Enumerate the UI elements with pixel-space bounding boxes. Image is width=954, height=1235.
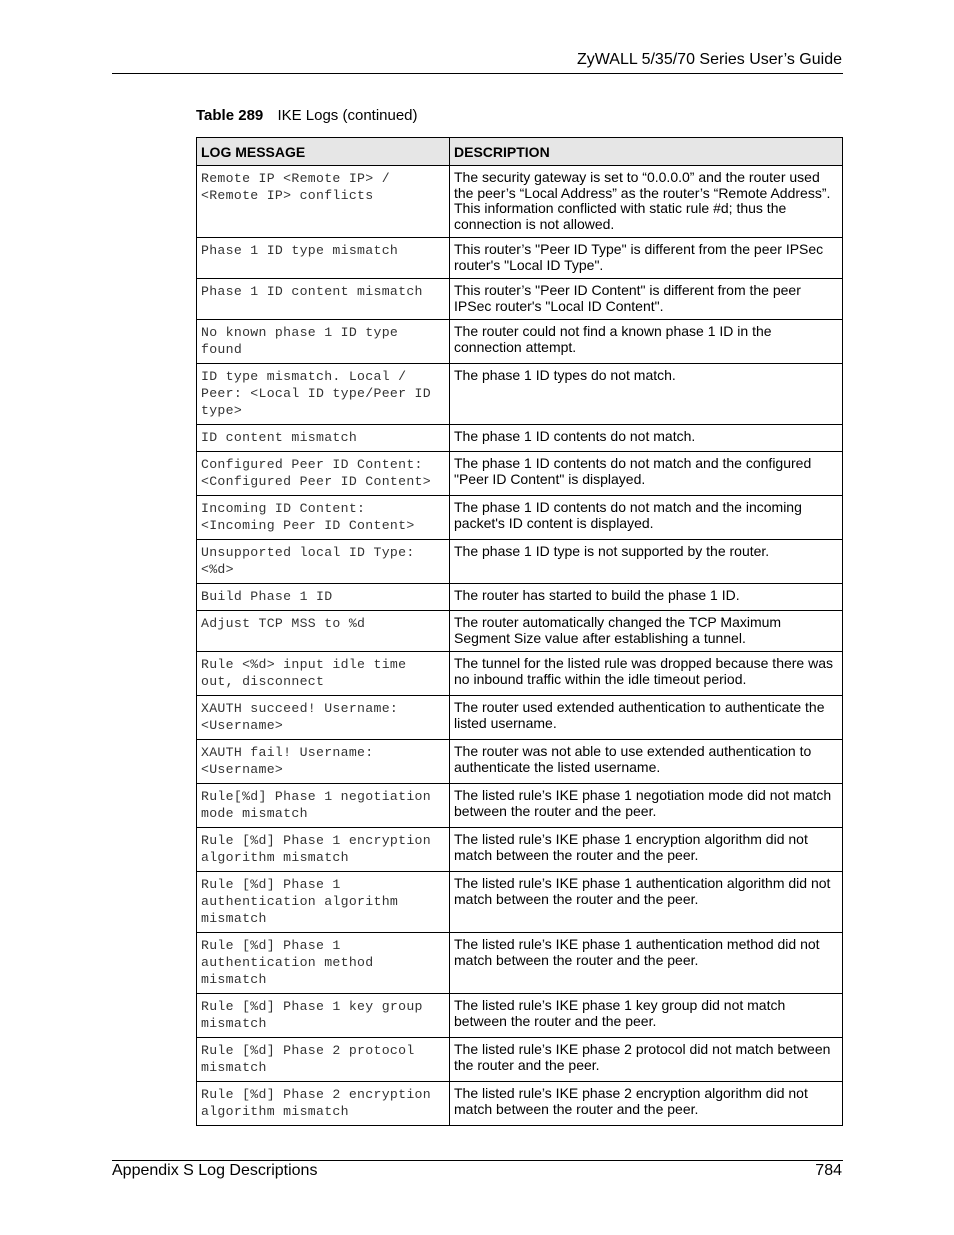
log-message-cell: Rule [%d] Phase 1 authentication method mismatch	[197, 933, 450, 994]
log-message-cell: ID type mismatch. Local / Peer: <Local ID type/Peer ID type>	[197, 364, 450, 425]
footer-divider	[112, 1160, 843, 1161]
column-header-log-message: LOG MESSAGE	[197, 138, 450, 166]
table-row	[197, 425, 843, 452]
table-row	[197, 238, 843, 279]
description-cell: The router has started to build the phase 1 ID.	[450, 584, 843, 611]
log-message-cell: XAUTH fail! Username: <Username>	[197, 740, 450, 784]
description-cell: The listed rule’s IKE phase 2 encryption algorithm did not match between the router and the peer.	[450, 1082, 843, 1126]
table-row	[197, 496, 843, 540]
description-cell: The listed rule’s IKE phase 1 authentication algorithm did not match between the router and the peer.	[450, 872, 843, 933]
table-row	[197, 784, 843, 828]
log-message-cell: Rule <%d> input idle time out, disconnect	[197, 652, 450, 696]
table-row	[197, 933, 843, 994]
running-header-title: ZyWALL 5/35/70 Series User’s Guide	[576, 51, 842, 68]
description-cell: The router was not able to use extended authentication to authenticate the listed username.	[450, 740, 843, 784]
table-row	[197, 1082, 843, 1126]
table-row	[197, 584, 843, 611]
description-cell: The phase 1 ID contents do not match.	[450, 425, 843, 452]
table-caption-text: IKE Logs (continued)	[277, 107, 418, 124]
table-row	[197, 828, 843, 872]
description-cell: The router could not find a known phase 1 ID in the connection attempt.	[450, 320, 843, 364]
description-cell: The listed rule’s IKE phase 1 encryption algorithm did not match between the router and the peer.	[450, 828, 843, 872]
table-row	[197, 611, 843, 652]
log-message-cell: Unsupported local ID Type: <%d>	[197, 540, 450, 584]
table-row	[197, 652, 843, 696]
table-row	[197, 994, 843, 1038]
table-caption	[196, 107, 418, 124]
log-message-cell: No known phase 1 ID type found	[197, 320, 450, 364]
log-message-cell: Rule[%d] Phase 1 negotiation mode mismatch	[197, 784, 450, 828]
log-message-cell: Configured Peer ID Content: <Configured Peer ID Content>	[197, 452, 450, 496]
table-header-row	[197, 138, 843, 166]
table-row	[197, 740, 843, 784]
log-message-cell: Remote IP <Remote IP> / <Remote IP> conflicts	[197, 166, 450, 238]
log-message-cell: Rule [%d] Phase 1 encryption algorithm mismatch	[197, 828, 450, 872]
page-number: 784	[815, 1162, 842, 1179]
table-row	[197, 452, 843, 496]
description-cell: This router’s "Peer ID Content" is different from the peer IPSec router's "Local ID Content".	[450, 279, 843, 320]
table-row	[197, 540, 843, 584]
log-message-cell: Incoming ID Content: <Incoming Peer ID Content>	[197, 496, 450, 540]
description-cell: This router’s "Peer ID Type" is different from the peer IPSec router's "Local ID Type".	[450, 238, 843, 279]
description-cell: The listed rule’s IKE phase 1 authentication method did not match between the router and the peer.	[450, 933, 843, 994]
table-row	[197, 364, 843, 425]
footer-section-title: Appendix S Log Descriptions	[112, 1162, 318, 1179]
log-message-cell: XAUTH succeed! Username: <Username>	[197, 696, 450, 740]
table-body	[197, 166, 843, 1126]
description-cell: The listed rule’s IKE phase 1 negotiation mode did not match between the router and the peer.	[450, 784, 843, 828]
log-message-cell: Phase 1 ID content mismatch	[197, 279, 450, 320]
log-message-cell: Phase 1 ID type mismatch	[197, 238, 450, 279]
description-cell: The phase 1 ID contents do not match and the incoming packet's ID content is displayed.	[450, 496, 843, 540]
log-message-cell: Rule [%d] Phase 2 protocol mismatch	[197, 1038, 450, 1082]
table-row	[197, 872, 843, 933]
description-cell: The listed rule’s IKE phase 1 key group did not match between the router and the peer.	[450, 994, 843, 1038]
description-cell: The tunnel for the listed rule was dropped because there was no inbound traffic within the idle timeout period.	[450, 652, 843, 696]
table-row	[197, 320, 843, 364]
log-message-cell: Rule [%d] Phase 2 encryption algorithm mismatch	[197, 1082, 450, 1126]
description-cell: The router automatically changed the TCP Maximum Segment Size value after establishing a tunnel.	[450, 611, 843, 652]
log-message-cell: Adjust TCP MSS to %d	[197, 611, 450, 652]
log-message-cell: Rule [%d] Phase 1 key group mismatch	[197, 994, 450, 1038]
table-row	[197, 696, 843, 740]
description-cell: The phase 1 ID types do not match.	[450, 364, 843, 425]
log-message-cell: ID content mismatch	[197, 425, 450, 452]
description-cell: The listed rule’s IKE phase 2 protocol did not match between the router and the peer.	[450, 1038, 843, 1082]
table-row	[197, 279, 843, 320]
description-cell: The phase 1 ID contents do not match and the configured "Peer ID Content" is displayed.	[450, 452, 843, 496]
description-cell: The security gateway is set to “0.0.0.0” and the router used the peer’s “Local Address” as the router’s “Remote Address”. This information conflicted with static rule #d; thus the connection is not allowed.	[450, 166, 843, 238]
table-row	[197, 166, 843, 238]
table-caption-label: Table 289	[196, 107, 264, 124]
header-divider	[112, 73, 843, 74]
table-row	[197, 1038, 843, 1082]
column-header-description: DESCRIPTION	[450, 138, 843, 166]
description-cell: The router used extended authentication to authenticate the listed username.	[450, 696, 843, 740]
log-message-cell: Build Phase 1 ID	[197, 584, 450, 611]
ike-logs-table	[196, 137, 843, 1126]
log-message-cell: Rule [%d] Phase 1 authentication algorithm mismatch	[197, 872, 450, 933]
description-cell: The phase 1 ID type is not supported by the router.	[450, 540, 843, 584]
